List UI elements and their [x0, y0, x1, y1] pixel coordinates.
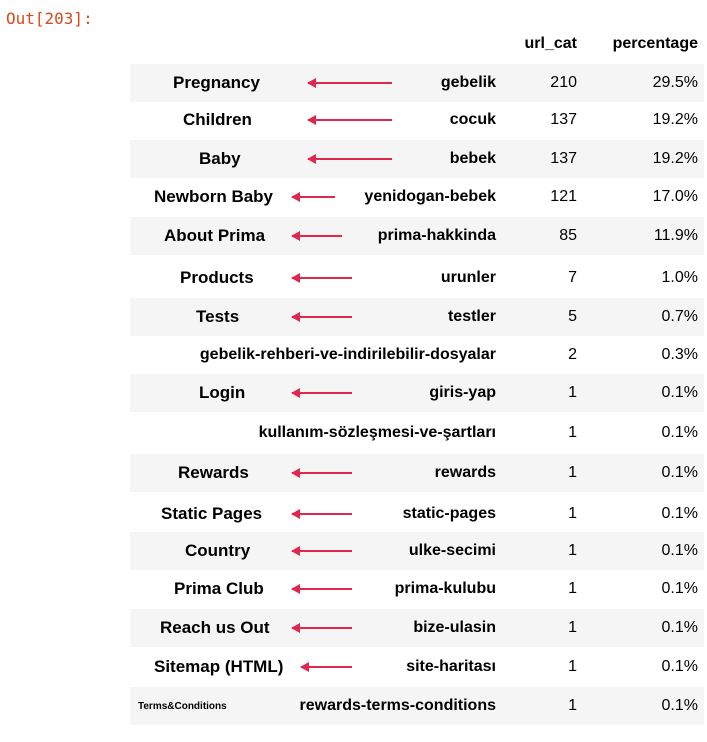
url-cat-cell: 1 [568, 697, 577, 714]
annotation-label: Country [185, 541, 251, 560]
url-cat-cell: 7 [568, 269, 577, 286]
url-cat-cell: 1 [568, 505, 577, 522]
annotation-label: Prima Club [174, 579, 264, 598]
percentage-cell: 19.2% [652, 150, 698, 167]
row-index-cell: cocuk [449, 111, 496, 128]
table-row [130, 101, 704, 139]
url-cat-cell: 1 [568, 658, 577, 675]
row-index-cell: gebelik [440, 74, 496, 91]
percentage-cell: 0.7% [661, 308, 698, 325]
arrow-left-icon [292, 513, 352, 515]
url-cat-cell: 137 [550, 111, 577, 128]
row-index-cell: kullanım-sözleşmesi-ve-şartları [258, 424, 496, 441]
arrow-left-icon [292, 588, 352, 590]
table-row [130, 532, 704, 570]
row-index-cell: bize-ulasin [413, 619, 496, 636]
row-index-cell: ulke-secimi [408, 542, 496, 559]
column-header-url-cat: url_cat [524, 35, 577, 52]
percentage-cell: 0.1% [661, 619, 698, 636]
table-row [130, 495, 704, 533]
row-index-cell: rewards-terms-conditions [299, 697, 496, 714]
annotation-label: Login [199, 383, 246, 402]
row-index-cell: prima-kulubu [394, 580, 496, 597]
percentage-cell: 0.1% [661, 424, 698, 441]
table-row [130, 140, 704, 178]
url-cat-cell: 1 [568, 580, 577, 597]
percentage-cell: 19.2% [652, 111, 698, 128]
percentage-cell: 0.1% [661, 542, 698, 559]
table-row [130, 648, 704, 686]
arrow-left-icon [301, 666, 352, 668]
arrow-left-icon [292, 627, 352, 629]
arrow-left-icon [308, 119, 392, 121]
table-row [130, 687, 704, 725]
row-index-cell: bebek [449, 150, 496, 167]
arrow-left-icon [292, 550, 352, 552]
table-row [130, 259, 704, 297]
row-index-cell: rewards [434, 464, 496, 481]
arrow-left-icon [292, 316, 352, 318]
url-cat-cell: 5 [568, 308, 577, 325]
percentage-cell: 0.1% [661, 658, 698, 675]
table-row [130, 64, 704, 102]
arrow-left-icon [292, 235, 342, 237]
annotation-label: Sitemap (HTML) [154, 657, 284, 676]
table-row [130, 217, 704, 255]
percentage-cell: 11.9% [653, 227, 698, 244]
annotation-label: Products [180, 268, 254, 287]
row-index-cell: urunler [440, 269, 496, 286]
annotation-label: Tests [196, 307, 240, 326]
percentage-cell: 0.1% [661, 505, 698, 522]
row-index-cell: site-haritası [406, 658, 496, 675]
annotation-label: Static Pages [161, 504, 263, 523]
row-index-cell: giris-yap [429, 384, 496, 401]
annotation-label: Reach us Out [160, 618, 270, 637]
table-row [130, 609, 704, 647]
annotation-label: Pregnancy [173, 73, 260, 92]
percentage-cell: 0.3% [661, 346, 698, 363]
table-row [130, 374, 704, 412]
percentage-cell: 0.1% [661, 384, 698, 401]
arrow-left-icon [292, 392, 352, 394]
table-row [130, 454, 704, 492]
url-cat-cell: 2 [568, 346, 577, 363]
annotation-label: About Prima [164, 226, 266, 245]
table-row [130, 414, 704, 452]
url-cat-cell: 1 [568, 464, 577, 481]
url-cat-cell: 1 [568, 424, 577, 441]
percentage-cell: 0.1% [661, 697, 698, 714]
arrow-left-icon [308, 158, 392, 160]
table-row [130, 570, 704, 608]
column-header-percentage: percentage [612, 35, 698, 52]
url-cat-cell: 1 [568, 384, 577, 401]
annotation-label: Newborn Baby [154, 187, 274, 206]
url-cat-cell: 137 [550, 150, 577, 167]
url-cat-cell: 210 [550, 74, 577, 91]
annotation-label: Children [183, 110, 252, 129]
row-index-cell: static-pages [402, 505, 496, 522]
percentage-cell: 1.0% [661, 269, 698, 286]
row-index-cell: testler [447, 308, 496, 325]
percentage-cell: 17.0% [652, 188, 698, 205]
url-cat-cell: 121 [550, 188, 577, 205]
annotation-label: Rewards [178, 463, 249, 482]
url-cat-cell: 85 [559, 227, 577, 244]
arrow-left-icon [292, 277, 352, 279]
row-index-cell: gebelik-rehberi-ve-indirilebilir-dosyalar [199, 346, 496, 363]
output-prompt: Out[203]: [6, 9, 93, 28]
annotation-label: Baby [199, 149, 241, 168]
arrow-left-icon [292, 472, 352, 474]
table-row [130, 298, 704, 336]
percentage-cell: 0.1% [661, 464, 698, 481]
url-cat-cell: 1 [568, 542, 577, 559]
row-index-cell: yenidogan-bebek [364, 188, 496, 205]
table-header [130, 26, 704, 62]
arrow-left-icon [292, 196, 335, 198]
percentage-cell: 0.1% [661, 580, 698, 597]
url-cat-cell: 1 [568, 619, 577, 636]
table-row [130, 178, 704, 216]
arrow-left-icon [308, 82, 392, 84]
row-index-cell: prima-hakkinda [377, 227, 496, 244]
percentage-cell: 29.5% [652, 74, 698, 91]
annotation-label: Terms&Conditions [138, 700, 227, 712]
table-row [130, 336, 704, 374]
